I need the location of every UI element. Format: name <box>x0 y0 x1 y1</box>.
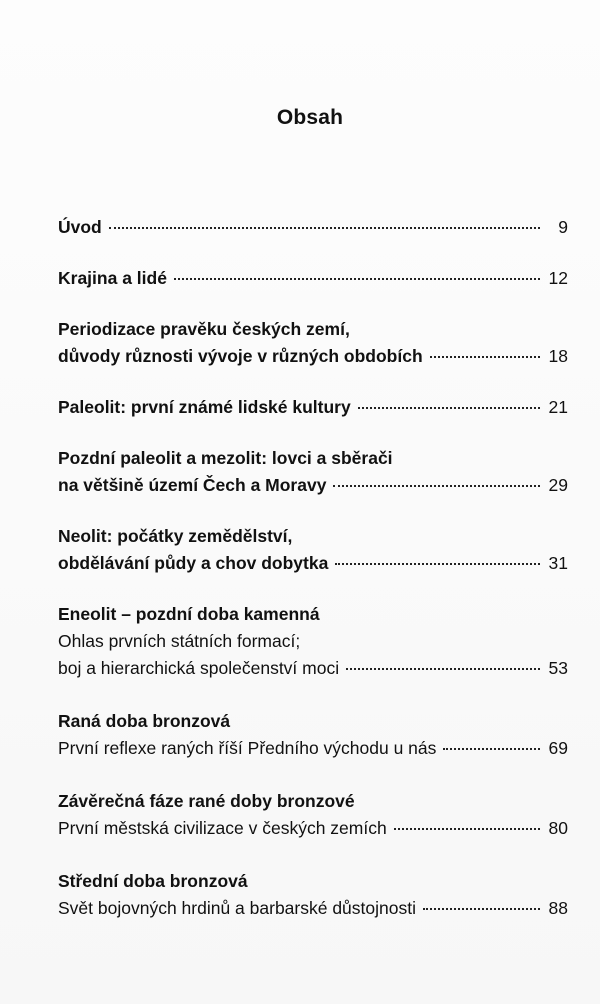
table-of-contents <box>58 214 568 922</box>
dot-leader <box>333 485 540 487</box>
toc-page-number: 31 <box>548 553 568 573</box>
dot-leader <box>109 227 540 229</box>
toc-page-number: 69 <box>548 738 568 758</box>
toc-entry <box>58 708 568 762</box>
dot-leader <box>394 828 540 830</box>
toc-entry-title: Střední doba bronzová <box>58 871 248 891</box>
toc-entry-title: Úvod <box>58 217 102 237</box>
toc-page-number: 18 <box>548 346 568 366</box>
toc-page-number: 80 <box>548 818 568 838</box>
dot-leader <box>423 908 540 910</box>
toc-page-number: 21 <box>548 397 568 417</box>
dot-leader <box>346 668 540 670</box>
toc-entry-subtitle: Ohlas prvních státních formací; <box>58 631 301 651</box>
toc-entry-title: na většině území Čech a Moravy <box>58 475 327 495</box>
dot-leader <box>174 278 540 280</box>
toc-entry <box>58 265 568 292</box>
toc-entry-title: Pozdní paleolit a mezolit: lovci a sběrači <box>58 448 393 468</box>
toc-entry <box>58 394 568 421</box>
toc-page-number: 12 <box>548 268 568 288</box>
toc-entry-title: Krajina a lidé <box>58 268 167 288</box>
toc-entry-title: Paleolit: první známé lidské kultury <box>58 397 351 417</box>
toc-entry <box>58 214 568 241</box>
toc-entry-title: Závěrečná fáze rané doby bronzové <box>58 791 355 811</box>
toc-entry-subtitle: boj a hierarchická společenství moci <box>58 658 340 678</box>
dot-leader <box>358 407 540 409</box>
toc-entry-title: Neolit: počátky zemědělství, <box>58 526 293 546</box>
toc-page-number: 9 <box>558 217 568 237</box>
toc-entry <box>58 445 568 499</box>
toc-page-number: 53 <box>548 658 568 678</box>
toc-entry-subtitle: První reflexe raných říší Předního východu u nás <box>58 738 437 758</box>
toc-page-number: 88 <box>548 898 568 918</box>
toc-entry <box>58 868 568 922</box>
dot-leader <box>335 563 540 565</box>
toc-entry-subtitle: Svět bojovných hrdinů a barbarské důstojnosti <box>58 898 416 918</box>
toc-entry-title: Periodizace pravěku českých zemí, <box>58 319 350 339</box>
toc-entry-title: Raná doba bronzová <box>58 711 231 731</box>
dot-leader <box>443 748 540 750</box>
toc-entry-subtitle: První městská civilizace v českých zemích <box>58 818 387 838</box>
dot-leader <box>430 356 540 358</box>
toc-page-number: 29 <box>548 475 568 495</box>
toc-entry-title: důvody různosti vývoje v různých obdobích <box>58 346 423 366</box>
toc-entry <box>58 788 568 842</box>
toc-entry <box>58 601 568 682</box>
page-title: Obsah <box>276 106 344 129</box>
toc-entry-title: obdělávání půdy a chov dobytka <box>58 553 329 573</box>
toc-entry <box>58 316 568 370</box>
toc-entry-title: Eneolit – pozdní doba kamenná <box>58 604 320 624</box>
toc-entry <box>58 523 568 577</box>
